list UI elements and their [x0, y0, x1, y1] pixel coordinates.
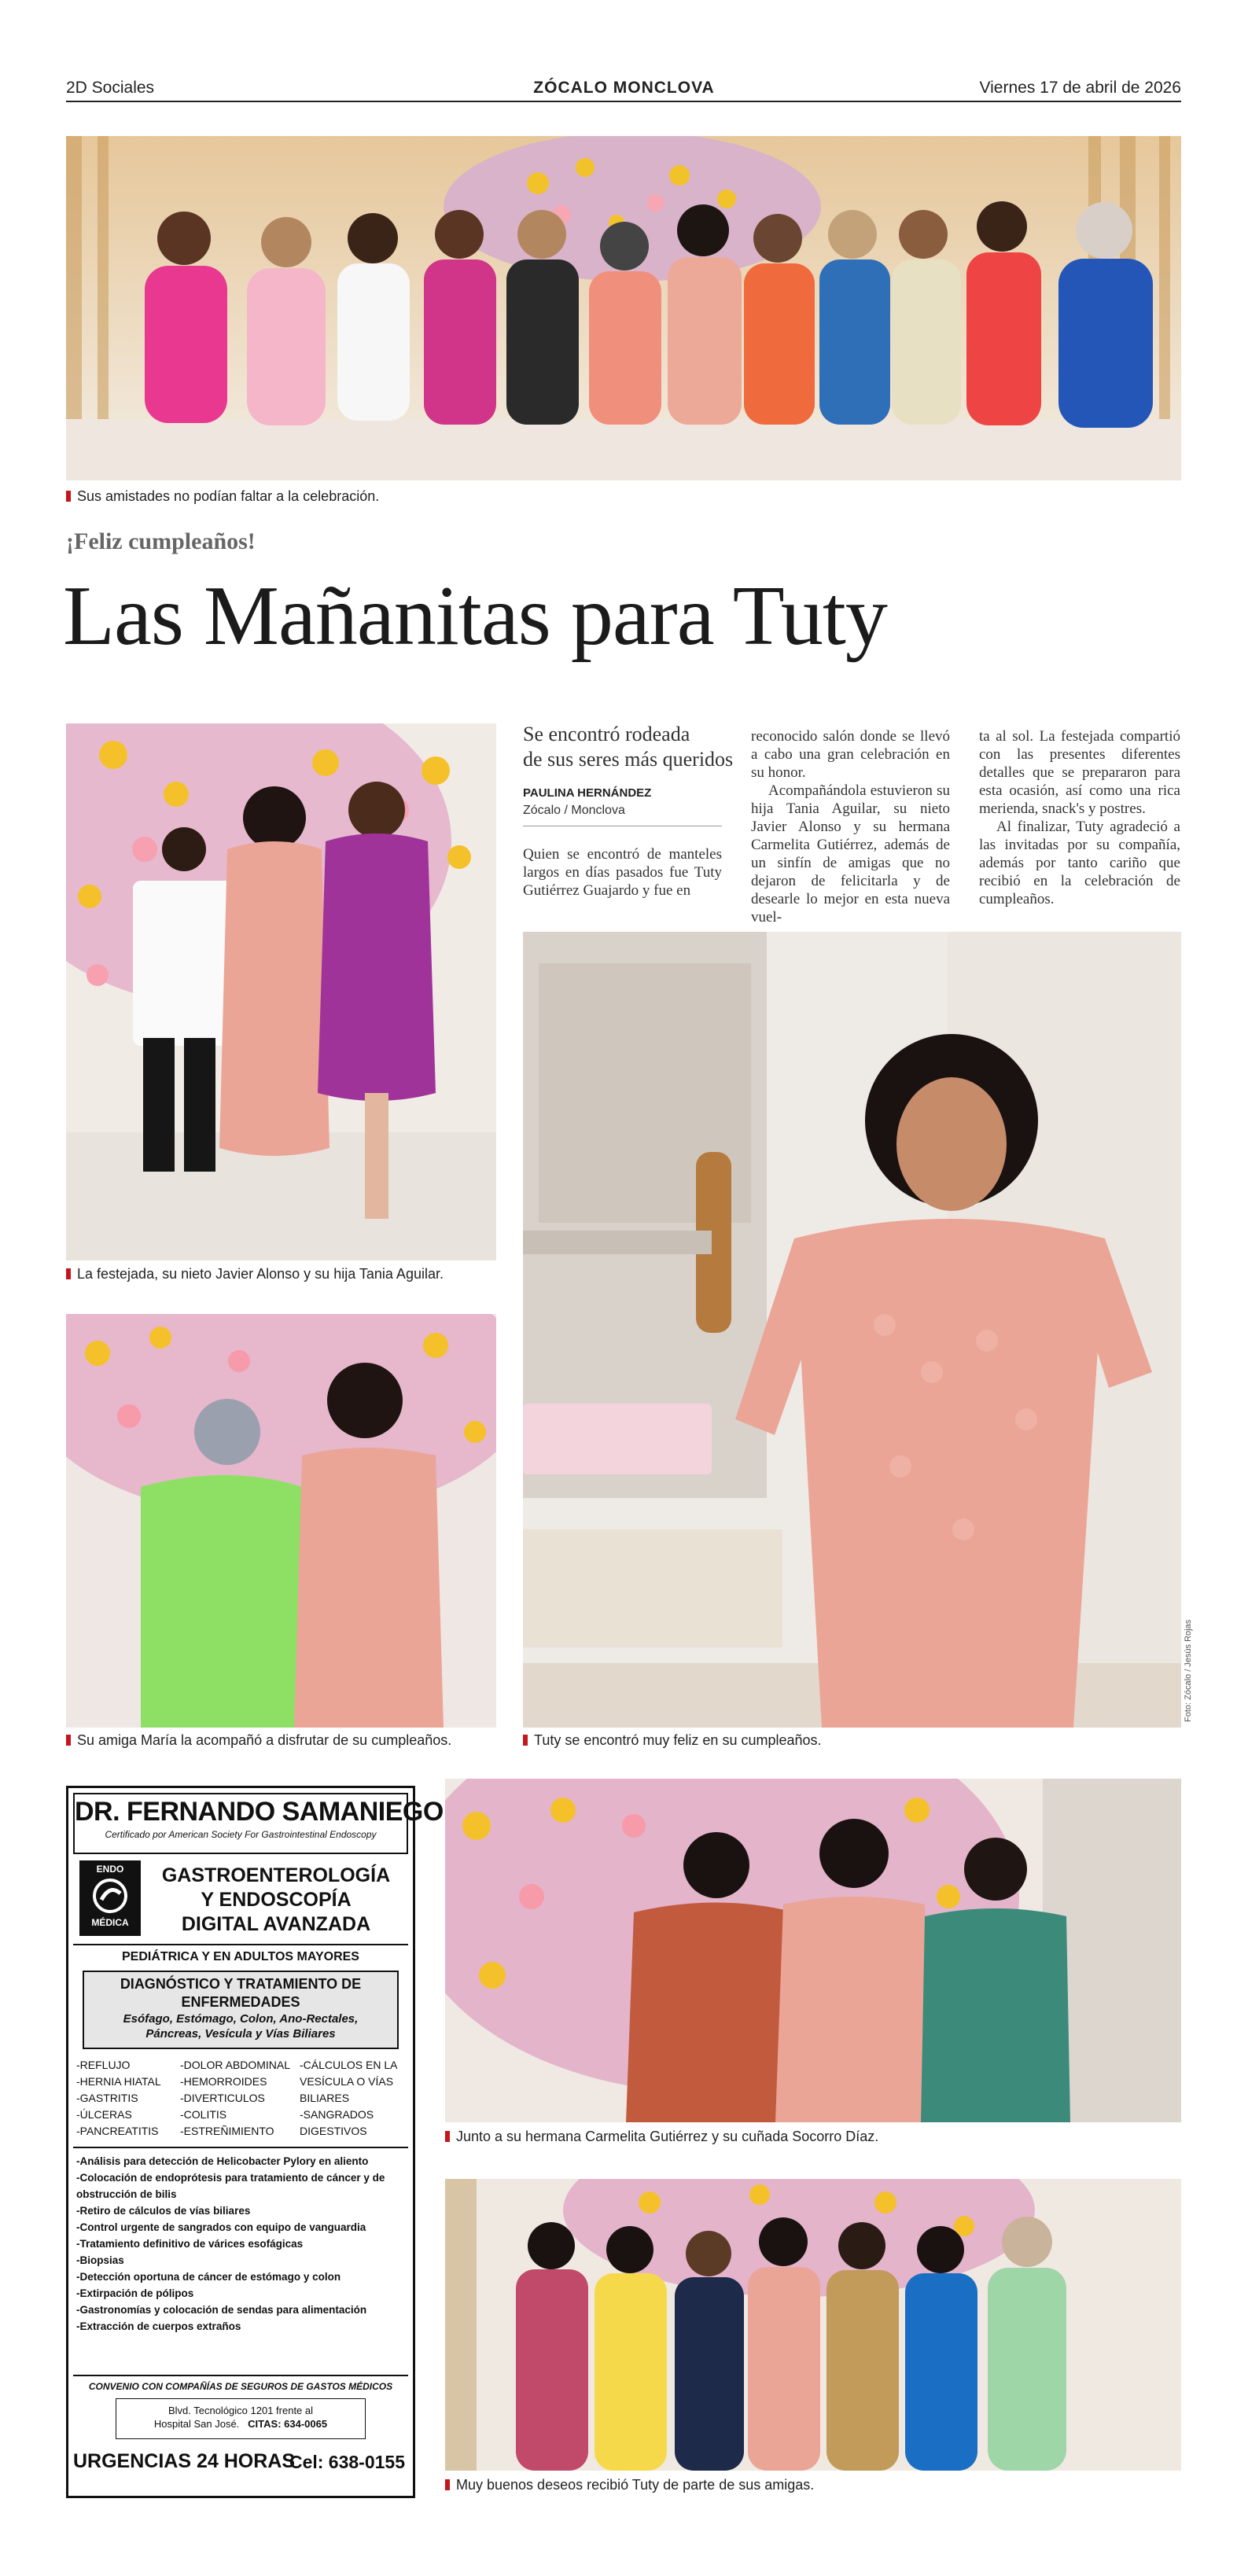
ad-condition-item: -HERNIA HIATAL: [76, 2075, 161, 2088]
ad-condition-item: -DIVERTICULOS: [180, 2092, 265, 2104]
headline: Las Mañanitas para Tuty: [63, 569, 887, 663]
issue-date: Viernes 17 de abril de 2026: [979, 79, 1181, 97]
caption-main-text: Tuty se encontró muy feliz en su cumpleaños.: [534, 1732, 822, 1748]
ad-cel-phone: Cel: 638-0155: [289, 2452, 405, 2472]
caption-sister-photo: [445, 2129, 878, 2145]
caption-top-text: Sus amistades no podían faltar a la celebración.: [77, 488, 380, 504]
ad-logo-top: ENDO: [96, 1864, 124, 1875]
caption-maria-photo: [66, 1732, 451, 1749]
article-paragraph: Acompañándola estuvieron su hija Tania Aguilar, su nieto Javier Alonso y su hermana Carmelita Gutiérrez, además de un sinfín de amigas que no dejaron de felicitarla y de desearle lo mejor en esta nueva vuel-: [751, 782, 950, 926]
photo-main-tuty-illustration: [523, 932, 1181, 1728]
article-paragraph: Quien se encontró de manteles largos en días pasados fue Tuty Gutiérrez Guajardo y fue en: [523, 846, 722, 899]
ad-conditions-col-1: [76, 2057, 179, 2140]
ad-condition-item: VESÍCULA O VÍAS: [300, 2075, 394, 2088]
ad-citas-phone: CITAS: 634-0065: [248, 2418, 328, 2430]
ad-condition-item: -ESTREÑIMIENTO: [180, 2125, 274, 2137]
photo-friends: [445, 2179, 1181, 2471]
caption-family-text: La festejada, su nieto Javier Alonso y su hija Tania Aguilar.: [77, 1266, 444, 1282]
ad-service-item: -Tratamiento definitivo de várices esofágicas: [76, 2238, 304, 2250]
article-column-3: [979, 727, 1180, 908]
caption-friends-photo: [445, 2477, 814, 2493]
ad-address-line: Blvd. Tecnológico 1201 frente al: [168, 2405, 314, 2416]
caption-marker: [445, 2131, 450, 2142]
ad-divider: [73, 1944, 408, 1945]
caption-marker: [523, 1735, 528, 1746]
caption-sister-text: Junto a su hermana Carmelita Gutiérrez y su cuñada Socorro Díaz.: [456, 2129, 879, 2144]
ad-insurance: CONVENIO CON COMPAÑÍAS DE SEGUROS DE GASTOS MÉDICOS: [88, 2381, 393, 2392]
ad-doctor-name: DR. FERNANDO SAMANIEGO: [75, 1797, 444, 1827]
caption-marker: [445, 2479, 450, 2490]
ad-specialty-line: Y ENDOSCOPÍA: [201, 1889, 352, 1911]
ad-condition-item: BILIARES: [300, 2092, 350, 2104]
article-paragraph: Al finalizar, Tuty agradeció a las invitadas por su compañía, además por tanto cariño que recibió en la celebración de cumpleaños.: [979, 819, 1180, 907]
group-photo-friends: [66, 136, 1181, 480]
ad-urgent-line: [73, 2450, 408, 2473]
subhead: [523, 722, 733, 772]
kicker: ¡Feliz cumpleaños!: [66, 528, 256, 554]
photo-maria: [66, 1314, 496, 1728]
header-rule: [66, 101, 1181, 102]
photo-credit: Foto: Zócalo / Jesús Rojas: [1184, 1619, 1193, 1722]
ad-logo-bottom: MÉDICA: [91, 1917, 129, 1928]
byline-outlet: Zócalo / Monclova: [523, 804, 625, 817]
photo-main-tuty: [523, 932, 1181, 1728]
article-paragraph: ta al sol. La festejada compartió con las presentes diferentes detalles que se prepararon para esta ocasión, así como una rica merienda, snack's y postres.: [979, 728, 1180, 817]
ad-condition-item: -REFLUJO: [76, 2059, 131, 2071]
ad-service-item: -Biopsias: [76, 2254, 124, 2266]
photo-sister-illustration: [445, 1779, 1181, 2122]
ad-service-item: -Detección oportuna de cáncer de estómago y colon: [76, 2271, 341, 2283]
ad-certification: Certificado por American Society For Gastrointestinal Endoscopy: [105, 1829, 377, 1840]
caption-marker: [66, 1735, 71, 1746]
caption-marker: [66, 1268, 71, 1279]
section-label: 2D Sociales: [66, 79, 155, 97]
ad-service-item: -Extracción de cuerpos extraños: [76, 2320, 241, 2332]
ad-conditions-col-2: [180, 2057, 298, 2140]
ad-condition-item: -ÚLCERAS: [76, 2108, 132, 2121]
ad-service-item: -Análisis para detección de Helicobacter Pylory en aliento: [76, 2155, 369, 2167]
ad-services-list: [76, 2153, 407, 2335]
ad-specialty-line: GASTROENTEROLOGÍA: [161, 1864, 391, 1886]
ad-diagnosis-title: ENFERMEDADES: [181, 1994, 300, 2010]
ad-address-box: [116, 2398, 366, 2439]
caption-maria-text: Su amiga María la acompañó a disfrutar de su cumpleaños.: [77, 1732, 452, 1748]
ad-condition-item: -GASTRITIS: [76, 2092, 138, 2104]
ad-diagnosis-title: DIAGNÓSTICO Y TRATAMIENTO DE: [120, 1976, 362, 1992]
ad-specialty-line: DIGITAL AVANZADA: [181, 1913, 371, 1935]
photo-maria-illustration: [66, 1314, 496, 1728]
ad-service-item: -Retiro de cálculos de vías biliares: [76, 2205, 251, 2217]
photo-sister: [445, 1779, 1181, 2122]
ad-conditions-col-3: [300, 2057, 407, 2140]
caption-top-photo: [66, 488, 379, 505]
article-paragraph: reconocido salón donde se llevó a cabo una gran celebración en su honor.: [751, 728, 950, 781]
article-column-1: [523, 845, 722, 900]
ad-diagnosis-subtitle: Esófago, Estómago, Colon, Ano-Rectales,: [123, 2012, 359, 2026]
ad-address-line: Hospital San José.: [153, 2418, 240, 2430]
byline-author: PAULINA HERNÁNDEZ: [523, 786, 652, 800]
ad-logo: [79, 1860, 141, 1936]
ad-condition-item: -HEMORROIDES: [180, 2075, 267, 2088]
ad-diagnosis-subtitle: Páncreas, Vesícula y Vías Biliares: [145, 2027, 336, 2041]
ad-diagnosis-box: [83, 1971, 399, 2049]
subhead-line-2: de sus seres más queridos: [523, 748, 734, 771]
article-column-2: [751, 727, 950, 926]
caption-family-photo: [66, 1266, 444, 1282]
ad-service-item: -Gastronomías y colocación de sendas para alimentación: [76, 2304, 367, 2316]
doctor-advertisement: [66, 1786, 444, 2498]
ad-condition-item: -DOLOR ABDOMINAL: [180, 2059, 291, 2071]
ad-doctor-box: [73, 1793, 444, 1854]
caption-main-photo: [523, 1732, 822, 1749]
ad-patients: PEDIÁTRICA Y EN ADULTOS MAYORES: [122, 1950, 359, 1963]
photo-friends-illustration: [445, 2179, 1181, 2471]
photo-family: [66, 723, 496, 1260]
ad-service-item: -Extirpación de pólipos: [76, 2287, 194, 2299]
newspaper-name: ZÓCALO MONCLOVA: [533, 79, 715, 97]
group-photo-friends-illustration: [66, 136, 1181, 480]
ad-service-item: -Colocación de endoprótesis para tratamiento de cáncer y de obstrucción de bilis: [76, 2172, 385, 2200]
ad-condition-item: DIGESTIVOS: [300, 2125, 367, 2137]
ad-condition-item: -COLITIS: [180, 2108, 227, 2121]
caption-marker: [66, 491, 71, 502]
ad-condition-item: -CÁLCULOS EN LA: [300, 2059, 398, 2071]
photo-family-illustration: [66, 723, 496, 1260]
caption-friends-text: Muy buenos deseos recibió Tuty de parte de sus amigas.: [456, 2477, 815, 2493]
ad-condition-item: -SANGRADOS: [300, 2108, 374, 2121]
ad-divider: [73, 2375, 408, 2376]
ad-service-item: -Control urgente de sangrados con equipo de vanguardia: [76, 2221, 366, 2233]
endoscope-logo-icon: [90, 1876, 130, 1915]
ad-specialty: [145, 1864, 407, 1937]
subhead-line-1: Se encontró rodeada: [523, 723, 690, 745]
ad-condition-item: -PANCREATITIS: [76, 2125, 159, 2137]
ad-urgencias: URGENCIAS 24 HORAS: [73, 2450, 295, 2472]
ad-divider: [73, 2147, 408, 2148]
